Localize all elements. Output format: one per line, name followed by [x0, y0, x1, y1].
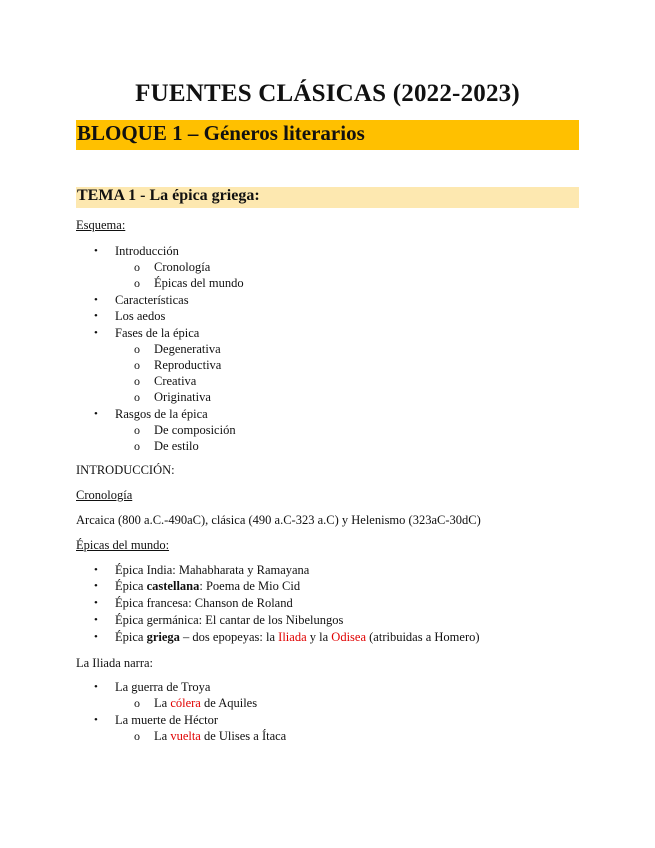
narra-muerte: La muerte de Héctor [115, 713, 219, 727]
sub-bullet-icon: o [134, 276, 140, 290]
cronologia-heading: Cronología [76, 488, 133, 502]
sub-bullet-icon: o [134, 439, 140, 453]
sub-bullet-icon: o [134, 374, 140, 388]
narra-colera-prefix: La [154, 696, 171, 710]
narra-colera-suffix: de Aquiles [200, 696, 258, 710]
esquema-subitem-epicas: Épicas del mundo [154, 276, 244, 290]
bullet-icon: • [94, 310, 98, 322]
bullet-icon: • [94, 294, 98, 306]
epica-griega-prefix: Épica [115, 630, 147, 644]
epica-castellana-suffix: : Poema de Mio Cid [199, 579, 301, 593]
bullet-icon: • [94, 327, 98, 339]
esquema-item-introduccion: Introducción [115, 244, 179, 258]
bullet-icon: • [94, 714, 98, 726]
tema-heading [76, 187, 579, 208]
bullet-icon: • [94, 564, 98, 576]
bloque-heading [76, 120, 579, 150]
esquema-subitem-composicion: De composición [154, 423, 236, 437]
narra-vuelta-prefix: La [154, 729, 171, 743]
intro-heading: INTRODUCCIÓN: [76, 463, 175, 477]
iliada-narra-label: La Iliada narra: [76, 656, 154, 670]
narra-colera [154, 695, 257, 711]
esquema-subitem-estilo: De estilo [154, 439, 199, 453]
bullet-icon: • [94, 408, 98, 420]
bullet-icon: • [94, 614, 98, 626]
sub-bullet-icon: o [134, 342, 140, 356]
esquema-subitem-reproductiva: Reproductiva [154, 358, 222, 372]
sub-bullet-icon: o [134, 696, 140, 710]
esquema-subitem-creativa: Creativa [154, 374, 197, 388]
epicas-heading: Épicas del mundo: [76, 538, 170, 552]
narra-vuelta-suffix: de Ulises a Ítaca [200, 729, 287, 743]
epica-griega-bold: griega [146, 630, 180, 644]
epica-castellana-prefix: Épica [115, 579, 147, 593]
cronologia-text: Arcaica (800 a.C.-490aC), clásica (490 a.C-323 a.C) y Helenismo (323aC-30dC) [76, 513, 481, 527]
bullet-icon: • [94, 597, 98, 609]
epica-griega [115, 629, 480, 645]
colera-highlight: cólera [170, 696, 201, 710]
epica-francesa: Épica francesa: Chanson de Roland [115, 596, 293, 610]
bullet-icon: • [94, 631, 98, 643]
esquema-item-aedos: Los aedos [115, 309, 166, 323]
epica-griega-mid: – dos epopeyas: la [179, 630, 279, 644]
epica-griega-y: y la [306, 630, 332, 644]
document-title: FUENTES CLÁSICAS (2022-2023) [135, 80, 520, 107]
esquema-item-caracteristicas: Características [115, 293, 189, 307]
narra-guerra: La guerra de Troya [115, 680, 211, 694]
vuelta-highlight: vuelta [170, 729, 201, 743]
tema-heading-text: TEMA 1 - La épica griega: [77, 187, 260, 204]
narra-vuelta [154, 728, 286, 744]
bullet-icon: • [94, 245, 98, 257]
esquema-subitem-degenerativa: Degenerativa [154, 342, 221, 356]
epica-castellana [115, 578, 300, 594]
epica-india: Épica India: Mahabharata y Ramayana [115, 563, 310, 577]
bullet-icon: • [94, 681, 98, 693]
epica-griega-suffix: (atribuidas a Homero) [366, 630, 480, 644]
sub-bullet-icon: o [134, 423, 140, 437]
esquema-item-fases: Fases de la épica [115, 326, 200, 340]
sub-bullet-icon: o [134, 390, 140, 404]
esquema-label: Esquema: [76, 218, 126, 232]
epica-germanica: Épica germánica: El cantar de los Nibelungos [115, 613, 344, 627]
iliada-highlight: Iliada [278, 630, 307, 644]
epica-castellana-bold: castellana [146, 579, 200, 593]
sub-bullet-icon: o [134, 358, 140, 372]
odisea-highlight: Odisea [331, 630, 367, 644]
bloque-heading-text: BLOQUE 1 – Géneros literarios [77, 121, 365, 145]
esquema-subitem-originativa: Originativa [154, 390, 211, 404]
sub-bullet-icon: o [134, 260, 140, 274]
bullet-icon: • [94, 580, 98, 592]
esquema-item-rasgos: Rasgos de la épica [115, 407, 208, 421]
esquema-subitem-cronologia: Cronología [154, 260, 211, 274]
sub-bullet-icon: o [134, 729, 140, 743]
